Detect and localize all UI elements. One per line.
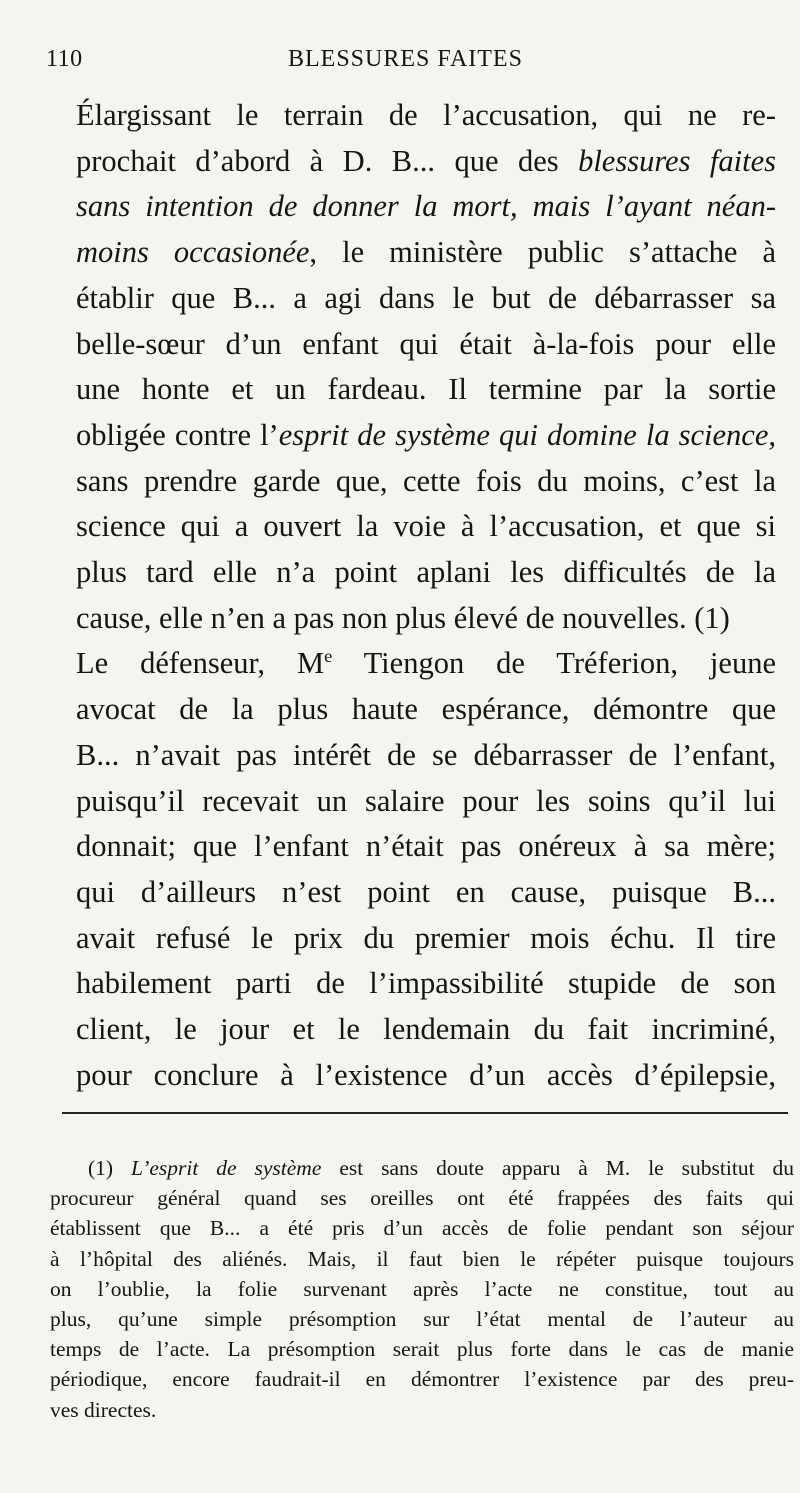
footnote-line: procureur général quand ses oreilles ont été frappées des faits qui bbox=[50, 1186, 794, 1211]
footnote-line: plus, qu’une simple présomption sur l’état mental de l’auteur au bbox=[50, 1307, 794, 1332]
text-line: Élargissant le terrain de l’accusation, qui ne re- bbox=[76, 98, 776, 132]
footnote-marker: (1) bbox=[88, 1156, 132, 1180]
footnote-line: ves directes. bbox=[50, 1397, 157, 1422]
text-line bbox=[48, 139, 776, 185]
text-line: avait refusé le prix du premier mois échu. Il tire bbox=[76, 920, 776, 955]
text-segment: prochait d’abord à D. B... que des bbox=[76, 143, 579, 178]
text-line bbox=[48, 641, 776, 687]
text-segment: obligée contre l’ bbox=[76, 417, 279, 452]
footnote-divider bbox=[62, 1112, 788, 1114]
text-line: science qui a ouvert la voie à l’accusation, et que si bbox=[76, 509, 776, 544]
footnote-line bbox=[50, 1153, 794, 1183]
text-line: belle-sœur d’un enfant qui était à-la-fois pour elle bbox=[76, 326, 776, 361]
text-segment: , le ministère public s’attache à bbox=[309, 235, 776, 270]
text-line: cause, elle n’en a pas non plus élevé de nouvelles. (1) bbox=[76, 600, 730, 635]
text-line: habilement parti de l’impassibilité stupide de son bbox=[76, 966, 776, 1001]
footnote-line: à l’hôpital des aliénés. Mais, il faut bien le répéter puisque toujours bbox=[50, 1246, 794, 1271]
footnote-line: temps de l’acte. La présomption serait plus forte dans le cas de manie bbox=[50, 1337, 794, 1362]
text-line: qui d’ailleurs n’est point en cause, puisque B... bbox=[76, 874, 776, 909]
italic-phrase: blessures faites bbox=[578, 143, 776, 178]
paragraph-1 bbox=[48, 93, 776, 641]
italic-phrase: sans intention de donner la mort, mais l’ayant néan- bbox=[76, 189, 776, 224]
italic-phrase: moins occasionée bbox=[76, 235, 310, 270]
text-line: établir que B... a agi dans le but de débarrasser sa bbox=[76, 280, 776, 315]
text-segment: Le défenseur, M bbox=[76, 646, 325, 681]
text-segment: est sans doute apparu à M. le substitut du bbox=[321, 1156, 794, 1180]
text-line: plus tard elle n’a point aplani les difficultés de la bbox=[76, 555, 776, 590]
text-line: sans prendre garde que, cette fois du moins, c’est la bbox=[76, 463, 776, 498]
text-line: B... n’avait pas intérêt de se débarrasser de l’enfant, bbox=[76, 737, 776, 772]
main-text bbox=[48, 93, 776, 1098]
text-line: une honte et un fardeau. Il termine par la sortie bbox=[76, 372, 776, 407]
footnote bbox=[50, 1153, 794, 1425]
footnote-line: établissent que B... a été pris d’un accès de folie pendant son séjour bbox=[50, 1216, 794, 1241]
page-number: 110 bbox=[46, 46, 83, 72]
text-line bbox=[48, 184, 776, 230]
paragraph-2 bbox=[48, 641, 776, 1098]
text-line: puisqu’il recevait un salaire pour les soins qu’il lui bbox=[76, 783, 776, 818]
text-line: donnait; que l’enfant n’était pas onéreux à sa mère; bbox=[76, 829, 776, 864]
text-line bbox=[48, 413, 776, 459]
footnote-line: on l’oublie, la folie survenant après l’acte ne constitue, tout au bbox=[50, 1276, 794, 1301]
italic-phrase: esprit de système qui domine la science, bbox=[278, 417, 776, 452]
italic-phrase: L’esprit de système bbox=[131, 1156, 322, 1180]
text-line: avocat de la plus haute espérance, démontre que bbox=[76, 692, 776, 727]
superscript: e bbox=[324, 646, 333, 667]
text-line: client, le jour et le lendemain du fait incriminé, bbox=[76, 1012, 776, 1047]
page-header bbox=[46, 40, 770, 80]
text-line bbox=[48, 230, 776, 276]
text-line: pour conclure à l’existence d’un accès d’épilepsie, bbox=[76, 1057, 776, 1092]
running-title: BLESSURES FAITES bbox=[288, 46, 523, 72]
footnote-line: périodique, encore faudrait-il en démontrer l’existence par des preu- bbox=[50, 1367, 794, 1392]
text-segment: Tiengon de Tréferion, jeune bbox=[332, 646, 776, 681]
